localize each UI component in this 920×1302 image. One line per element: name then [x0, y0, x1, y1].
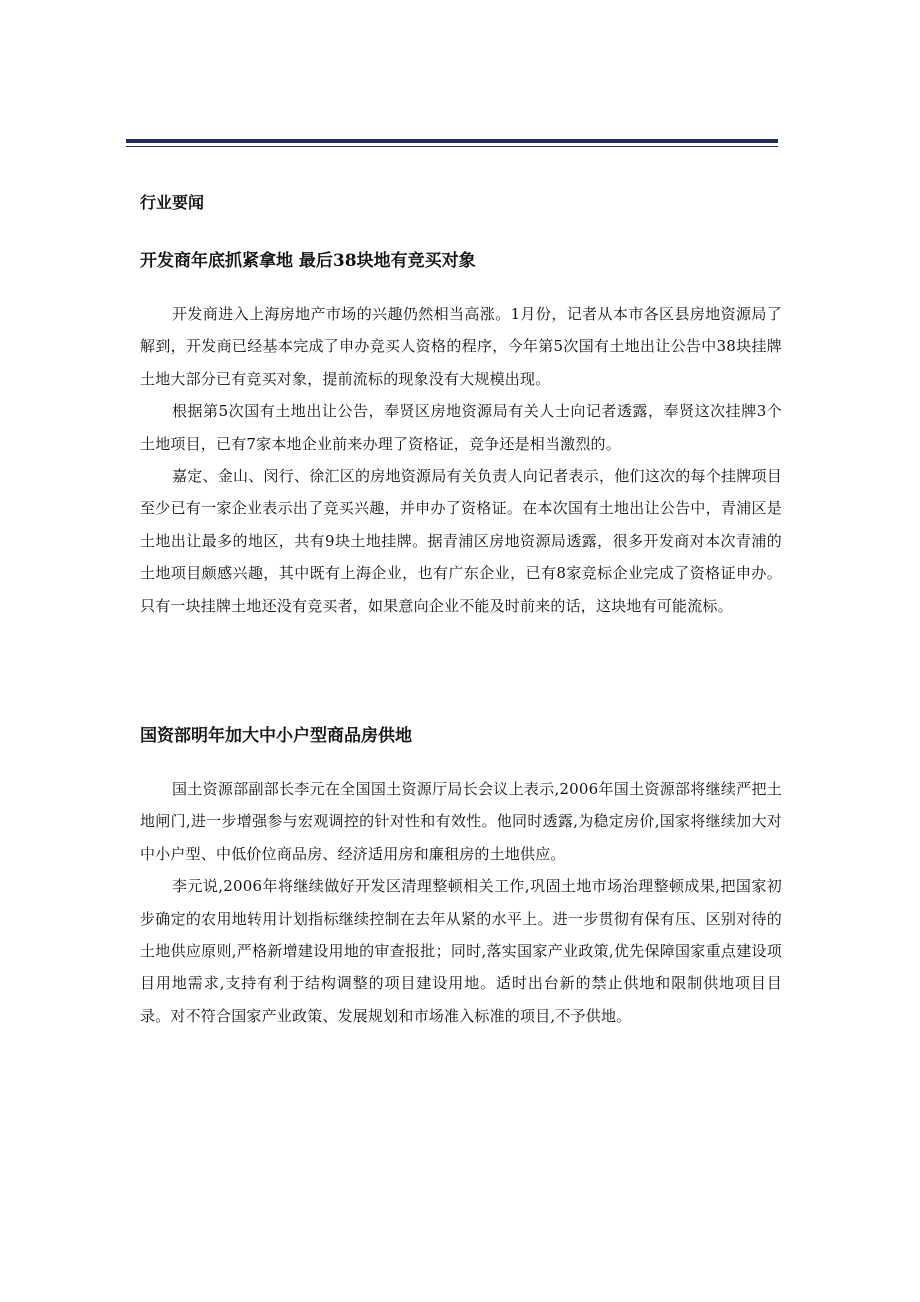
article-2-body — [140, 773, 782, 1032]
article-2-paragraph: 李元说,2006年将继续做好开发区清理整顿相关工作,巩固土地市场治理整顿成果,把国家初步确定的农用地转用计划指标继续控制在去年从紧的水平上。进一步贯彻有保有压、区别对待的土地供应原则,严格新增建设用地的审查报批；同时,落实国家产业政策,优先保障国家重点建设项目用地需求,支持有利于结构调整的项目建设用地。适时出台新的禁止供地和限制供地项目目录。对不符合国家产业政策、发展规划和市场准入标准的项目,不予供地。 — [140, 877, 782, 1025]
article-1-body — [140, 298, 782, 622]
article-2-title: 国资部明年加大中小户型商品房供地 — [140, 726, 412, 746]
article-2-paragraph: 国土资源部副部长李元在全国国土资源厅局长会议上表示,2006年国土资源部将继续严把土地闸门,进一步增强参与宏观调控的针对性和有效性。他同时透露,为稳定房价,国家将继续加大对中小户型、中低价位商品房、经济适用房和廉租房的土地供应。 — [140, 780, 782, 863]
header-rule-thin — [126, 146, 778, 147]
article-1-paragraph: 根据第5次国有土地出让公告，奉贤区房地资源局有关人士向记者透露，奉贤这次挂牌3个土地项目，已有7家本地企业前来办理了资格证，竞争还是相当激烈的。 — [140, 402, 782, 453]
article-1-title: 开发商年底抓紧拿地 最后38块地有竞买对象 — [140, 251, 476, 271]
section-label: 行业要闻 — [140, 193, 205, 212]
article-1-paragraph: 嘉定、金山、闵行、徐汇区的房地资源局有关负责人向记者表示，他们这次的每个挂牌项目至少已有一家企业表示出了竞买兴趣，并申办了资格证。在本次国有土地出让公告中，青浦区是土地出让最多的地区，共有9块土地挂牌。据青浦区房地资源局透露，很多开发商对本次青浦的土地项目颇感兴趣，其中既有上海企业，也有广东企业，已有8家竞标企业完成了资格证申办。只有一块挂牌土地还没有竞买者，如果意向企业不能及时前来的话，这块地有可能流标。 — [140, 467, 782, 615]
article-1-paragraph: 开发商进入上海房地产市场的兴趣仍然相当高涨。1月份，记者从本市各区县房地资源局了解到，开发商已经基本完成了申办竞买人资格的程序，今年第5次国有土地出让公告中38块挂牌土地大部分已有竞买对象，提前流标的现象没有大规模出现。 — [140, 305, 782, 388]
header-rule-thick — [126, 139, 778, 143]
